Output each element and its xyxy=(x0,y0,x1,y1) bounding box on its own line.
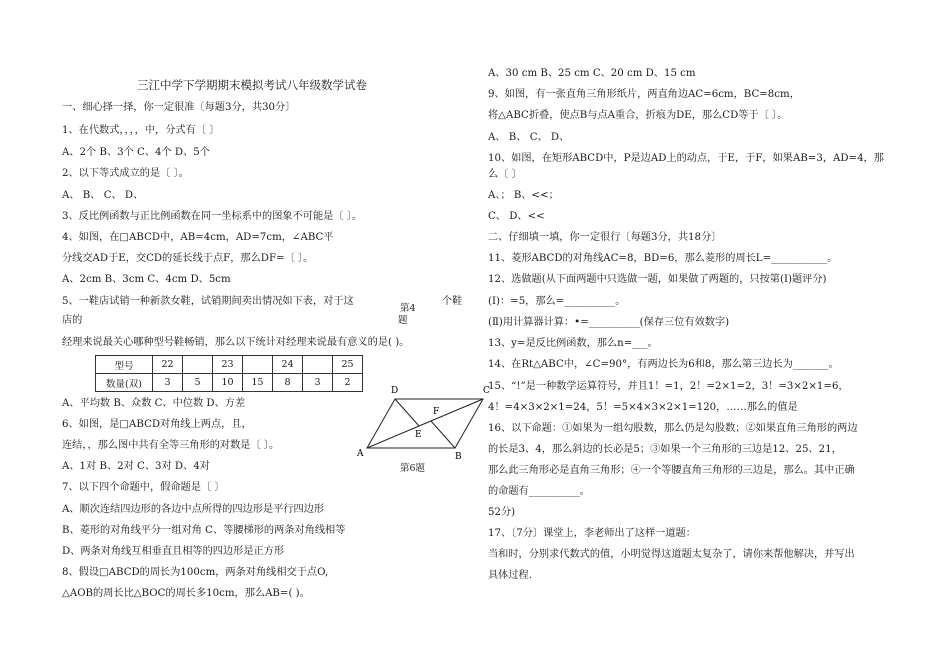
right-line-1: 9、如图，有一张直角三角形纸片，两直角边AC=6cm，BC=8cm， xyxy=(488,89,800,100)
table-header-count: 数量(双) xyxy=(96,374,153,392)
table-cell xyxy=(183,356,213,374)
table-cell: 23 xyxy=(213,356,243,374)
left-line-8: A、2cm B、3cm C、4cm D、5cm xyxy=(62,274,231,285)
point-label-d: D xyxy=(391,386,399,396)
left-line-7: 分线交AD于E，交CD的延长线于点F，那么DF=〔 〕。 xyxy=(62,253,314,264)
right-line-9: 11、菱形ABCD的对角线AC=8，BD=6，那么菱形的周长L=___________。 xyxy=(488,253,838,264)
table-cell: 22 xyxy=(153,356,183,374)
left-line-12: A、平均数 B、众数 C、中位数 D、方差 xyxy=(62,398,246,409)
right-line-23: 当和时，分别求代数式的值，小明觉得这道题太复杂了，请你来帮他解决，并写出 xyxy=(488,549,855,560)
right-line-17: 16、以下命题：①如果为一组勾股数，那么仍是勾股数；②如果直角三角形的两边 xyxy=(488,423,858,434)
right-line-6: A、； B、<<； xyxy=(488,190,559,201)
left-line-6: 4、如图，在□ABCD中，AB=4cm，AD=7cm，∠ABC平 xyxy=(62,232,334,243)
right-line-3: A、 B、 C、 D、 xyxy=(488,132,570,143)
table-row xyxy=(96,374,363,392)
right-line-13: 13、y=是反比例函数，那么n=___。 xyxy=(488,338,658,349)
table-cell: 15 xyxy=(243,374,273,392)
left-line-2: A、2个 B、3个 C、4个 D、5个 xyxy=(62,147,210,158)
figure-6-caption: 第6题 xyxy=(400,463,426,474)
table-cell xyxy=(303,356,333,374)
left-line-16: 7、以下四个命题中，假命题是〔 〕 xyxy=(62,482,225,493)
right-line-0: A、30 cm B、25 cm C、20 cm D、15 cm xyxy=(488,68,696,79)
left-line-3: 2、以下等式成立的是〔 〕。 xyxy=(62,168,189,179)
left-line-14: 连结，，那么图中共有全等三角形的对数是〔 〕。 xyxy=(62,440,280,451)
right-line-16: 4！=4×3×2×1=24，5！=5×4×3×2×1=120，……那么的值是 xyxy=(488,402,798,413)
left-line-10: 店的 xyxy=(62,315,83,326)
right-line-14: 14、在Rt△ABC中，∠C=90°，有两边长为6和8，那么第三边长为_______。 xyxy=(488,359,839,370)
point-label-b: B xyxy=(455,452,462,462)
point-label-e: E xyxy=(415,430,422,440)
right-line-10: 12、选做题(从下面两题中只选做一题，如果做了两题的，只按第(Ⅰ)题评分) xyxy=(488,274,827,285)
right-line-24: 具体过程. xyxy=(488,570,532,581)
right-line-18: 的长是3、4，那么斜边的长必是5；③如果一个三角形的三边是12、25、21， xyxy=(488,444,842,455)
left-line-20: 8、假设□ABCD的周长为100cm，两条对角线相交于点O, xyxy=(62,567,329,578)
right-line-2: 将△ABC折叠，使点B与点A重合，折痕为DE，那么CD等于〔 〕。 xyxy=(488,110,788,121)
left-line-15: A、1对 B、2对 C、3对 D、4对 xyxy=(62,461,210,472)
right-line-12: (Ⅱ)用计算器计算：•=__________(保存三位有效数字) xyxy=(488,317,730,328)
left-line-11: 经理来说最关心哪种型号鞋畅销，那么以下统计对经理来说最有意义的是( )。 xyxy=(62,337,410,348)
point-label-f: F xyxy=(433,407,440,417)
shoe-sales-table xyxy=(95,355,363,392)
left-line-13: 6、如图，是□ABCD对角线上两点，且， xyxy=(62,419,252,430)
fig4-side-text: 个鞋 xyxy=(442,296,463,307)
segment-bf xyxy=(431,421,455,448)
left-line-18: B、菱形的对角线平分一组对角 C、等腰梯形的两条对角线相等 xyxy=(62,525,346,536)
table-cell: 5 xyxy=(183,374,213,392)
right-line-8: 二、仔细填一填，你一定很行〔每题3分，共18分〕 xyxy=(488,232,722,243)
left-line-4: A、 B、 C、 D、 xyxy=(62,190,144,201)
point-label-c: C xyxy=(483,386,490,396)
left-line-17: A、顺次连结四边形的各边中点所得的四边形是平行四边形 xyxy=(62,504,325,515)
table-cell: 24 xyxy=(273,356,303,374)
table-row xyxy=(96,356,363,374)
point-label-a: A xyxy=(357,449,364,459)
table-cell: 3 xyxy=(153,374,183,392)
table-cell: 8 xyxy=(273,374,303,392)
right-line-22: 17、〔7分〕课堂上，李老师出了这样一道题： xyxy=(488,528,696,539)
right-line-21: 52分) xyxy=(488,507,516,518)
left-line-9: 5、一鞋店试销一种新款女鞋，试销期间卖出情况如下表，对于这 xyxy=(62,296,354,307)
fig4-label-1: 第4 xyxy=(400,303,416,314)
table-cell: 3 xyxy=(303,374,333,392)
left-line-19: D、两条对角线互相垂直且相等的四边形是正方形 xyxy=(62,546,285,557)
right-line-4: 10、如图，在矩形ABCD中，P是边AD上的动点，于E，于F，如果AB=3，AD=4，那 xyxy=(488,153,884,164)
right-line-19: 那么此三角形必是直角三角形；④一个等腰直角三角形的三边是，那么。其中正确 xyxy=(488,465,855,476)
diagonal-ac xyxy=(367,399,483,448)
left-line-0: 一、细心择一择，你一定很准〔每题3分，共30分〕 xyxy=(62,102,296,113)
table-cell: 25 xyxy=(333,356,363,374)
left-line-1: 1、在代数式，，，，中，分式有〔 〕 xyxy=(62,125,220,136)
table-header-size: 型号 xyxy=(96,356,153,374)
segment-de xyxy=(395,399,419,426)
page-title: 三江中学下学期期末模拟考试八年级数学试卷 xyxy=(137,78,367,92)
right-line-11: (Ⅰ)：=5，那么=__________。 xyxy=(488,296,626,307)
right-line-15: 15、“!”是一种数学运算符号，并且1！=1，2！=2×1=2，3！=3×2×1=6， xyxy=(488,381,849,392)
left-line-5: 3、反比例函数与正比例函数在同一坐标系中的图象不可能是〔 〕。 xyxy=(62,211,363,222)
table-cell xyxy=(243,356,273,374)
left-line-21: △AOB的周长比△BOC的周长多10cm，那么AB=( )。 xyxy=(62,588,310,599)
right-line-20: 的命题有__________。 xyxy=(488,486,590,497)
table-cell: 10 xyxy=(213,374,243,392)
right-line-7: C、 D、<< xyxy=(488,211,545,222)
fig4-label-2: 题 xyxy=(398,315,408,326)
right-line-5: 么〔 〕 xyxy=(488,169,522,180)
table-cell: 2 xyxy=(333,374,363,392)
